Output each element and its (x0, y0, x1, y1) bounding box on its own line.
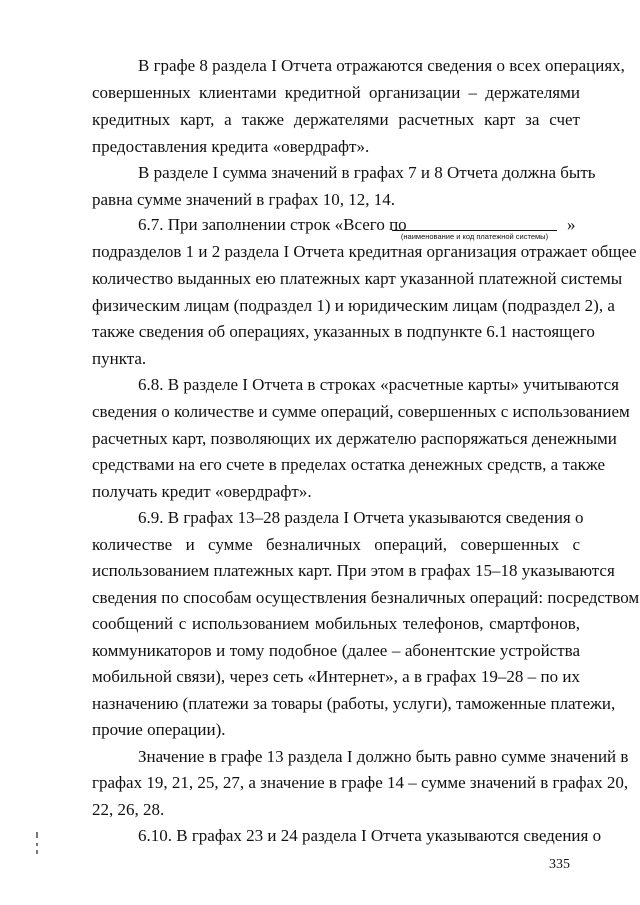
blank-underline (392, 230, 557, 231)
text-line: расчетных карт, позволяющих их держателю распоряжаться денежными (92, 429, 617, 448)
blank-caption: (наименование и код платежной системы) (400, 232, 549, 241)
text-line: 22, 26, 28. (92, 800, 165, 819)
text-line: графах 19, 21, 25, 27, а значение в графе 14 – сумме значений в графах 20, (92, 773, 629, 792)
text-line: кредитных карт, а также держателями расчетных карт за счет (92, 110, 580, 129)
text-line: назначению (платежи за товары (работы, услуги), таможенные платежи, (92, 694, 616, 713)
text-line: пункта. (92, 349, 147, 368)
margin-mark (36, 832, 38, 838)
text-line: 6.9. В графах 13–28 раздела I Отчета указываются сведения о (138, 508, 584, 527)
text-line: В графе 8 раздела I Отчета отражаются сведения о всех операциях, (138, 56, 625, 75)
closing-quote: » (567, 215, 576, 234)
text-line: 6.7. При заполнении строк «Всего по (138, 215, 407, 234)
text-line: В разделе I сумма значений в графах 7 и 8 Отчета должна быть (138, 163, 596, 182)
fill-in-blank (392, 213, 557, 241)
text-line: предоставления кредита «овердрафт». (92, 137, 370, 156)
text-line: количество выданных ею платежных карт указанной платежной системы (92, 269, 623, 288)
text-line: использованием платежных карт. При этом в графах 15–18 указываются (92, 561, 615, 580)
text-line: 6.10. В графах 23 и 24 раздела I Отчета указываются сведения о (138, 826, 602, 845)
margin-mark (36, 843, 38, 846)
text-line: физическим лицам (подраздел 1) и юридическим лицам (подраздел 2), а (92, 296, 615, 315)
text-line: сообщений с использованием мобильных телефонов, смартфонов, (92, 614, 580, 633)
text-line: получать кредит «овердрафт». (92, 482, 312, 501)
text-line: подразделов 1 и 2 раздела I Отчета кредитная организация отражает общее (92, 242, 637, 261)
text-line: Значение в графе 13 раздела I должно быть равно сумме значений в (138, 747, 629, 766)
margin-mark (36, 850, 38, 854)
text-line: равна сумме значений в графах 10, 12, 14. (92, 190, 396, 209)
page-number: 335 (549, 857, 570, 872)
text-line: мобильной связи), через сеть «Интернет», а в графах 19–28 – по их (92, 667, 580, 686)
text-line: 6.8. В разделе I Отчета в строках «расчетные карты» учитываются (138, 375, 620, 394)
text-line: средствами на его счете в пределах остатка денежных средств, а также (92, 455, 605, 474)
text-line: сведения о количестве и сумме операций, совершенных с использованием (92, 402, 630, 421)
text-line: также сведения об операциях, указанных в подпункте 6.1 настоящего (92, 322, 595, 341)
text-line: прочие операции). (92, 720, 226, 739)
text-line: совершенных клиентами кредитной организации – держателями (92, 83, 580, 102)
text-line: сведения по способам осуществления безналичных операций: посредством (92, 588, 640, 607)
text-line: коммуникаторов и тому подобное (далее – абонентские устройства (92, 641, 580, 660)
text-line: количестве и сумме безналичных операций, совершенных с (92, 535, 580, 554)
